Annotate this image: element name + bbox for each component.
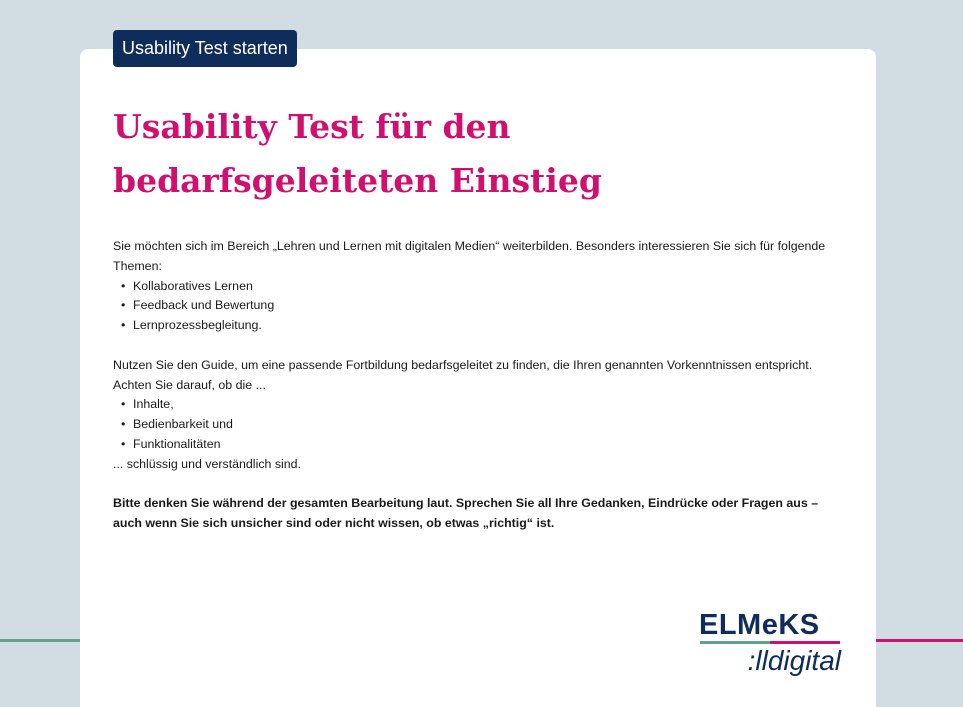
guide-check-text: Achten Sie darauf, ob die ... <box>113 377 266 392</box>
topic-item: • Lernprozessbegleitung. <box>133 316 838 336</box>
start-usability-test-button[interactable]: Usability Test starten <box>113 30 297 67</box>
topic-item: • Feedback und Bewertung <box>133 296 838 316</box>
decorative-line-green <box>0 639 80 642</box>
logo-wordmark: ELMeKS <box>699 609 820 641</box>
guide-text: Nutzen Sie den Guide, um eine passende Fortbildung bedarfsgeleitet zu finden, die Ihren genannten Vorkenntnissen entspricht. <box>113 357 813 372</box>
guide-closing-text: ... schlüssig und verständlich sind. <box>113 456 302 471</box>
elmeks-logo <box>697 608 843 684</box>
task-description <box>113 237 838 534</box>
criteria-item: • Inhalte, <box>133 395 838 415</box>
paragraph-spacer <box>113 475 838 495</box>
logo-subtitle: :lldigital <box>747 645 841 676</box>
criteria-item: • Funktionalitäten <box>133 435 838 455</box>
topic-item: • Kollaboratives Lernen <box>133 277 838 297</box>
decorative-line-pink <box>876 639 963 642</box>
criteria-item: • Bedienbarkeit und <box>133 415 838 435</box>
topic-list <box>113 277 838 336</box>
page-title-line-2: bedarfsgeleiteten Einstieg <box>113 161 602 200</box>
criteria-list <box>113 395 838 454</box>
intro-text: Sie möchten sich im Bereich „Lehren und Lernen mit digitalen Medien“ weiterbilden. Besonders interessieren Sie sich für folgende Themen: <box>113 239 826 273</box>
page-title-line-1: Usability Test für den <box>113 107 511 146</box>
page-title <box>113 100 813 208</box>
paragraph-spacer <box>113 336 838 356</box>
think-aloud-instruction: Bitte denken Sie während der gesamten Bearbeitung laut. Sprechen Sie all Ihre Gedanken, Eindrücke oder Fragen aus – auch wenn Sie sich unsicher sind oder nicht wissen, ob etwas „richtig“ ist. <box>113 496 819 531</box>
